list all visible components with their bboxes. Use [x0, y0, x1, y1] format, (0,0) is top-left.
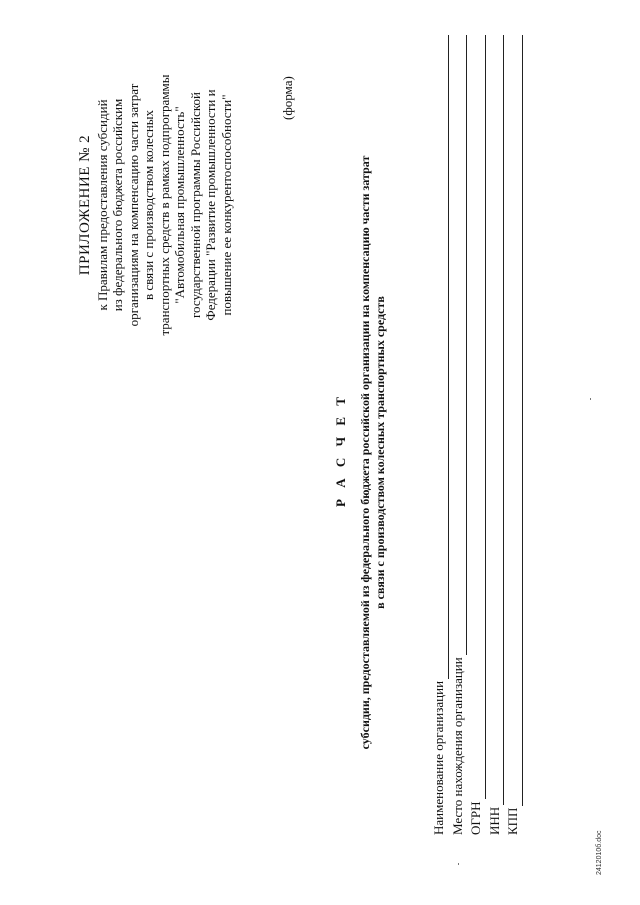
field-organization-location — [449, 35, 468, 835]
field-label: КПП — [505, 807, 521, 835]
field-organization-name — [430, 35, 449, 835]
appendix-line: организациям на компенсацию части затрат — [125, 83, 141, 327]
field-label: Место нахождения организации — [449, 657, 465, 835]
appendix-line: транспортных средств в рамках подпрограммы — [156, 74, 172, 336]
appendix-line: Федерации "Развитие промышленности и — [203, 89, 218, 321]
scan-speck — [458, 863, 459, 865]
field-label: ИНН — [486, 806, 502, 835]
appendix-line: к Правилам предоставления субсидий — [94, 99, 110, 311]
fill-in-line[interactable] — [453, 35, 467, 655]
document-heading: Р А С Ч Е Т — [333, 393, 348, 507]
subtitle-line-1: субсидии, предоставляемой из федерального бюджета российской организации на компенсацию части затрат — [358, 155, 372, 750]
appendix-line: государственной программы Российской — [187, 92, 203, 318]
appendix-block — [78, 40, 234, 370]
field-label: ОГРН — [468, 801, 484, 835]
field-ogrn — [467, 35, 486, 835]
field-kpp — [504, 35, 523, 835]
organization-fields — [430, 35, 523, 835]
form-label: (форма) — [280, 76, 295, 120]
appendix-title: ПРИЛОЖЕНИЕ № 2 — [77, 134, 93, 276]
field-label: Наименование организации — [431, 680, 446, 835]
document-file-reference: 2412010б.doc — [596, 830, 603, 875]
scan-speck — [590, 398, 591, 400]
field-inn — [486, 35, 505, 835]
fill-in-line[interactable] — [435, 35, 449, 679]
appendix-line: "Автомобильная промышленность" — [172, 106, 187, 304]
fill-in-line[interactable] — [490, 35, 504, 805]
appendix-line: в связи с производством колесных — [141, 109, 156, 301]
appendix-line: из федерального бюджета российским — [110, 98, 125, 312]
fill-in-line[interactable] — [509, 35, 523, 806]
appendix-line: повышение ее конкурентоспособности" — [218, 94, 234, 316]
document-subtitle — [358, 0, 387, 905]
fill-in-line[interactable] — [472, 35, 486, 799]
subtitle-line-2: в связи с производством колесных транспортных средств — [372, 296, 387, 609]
